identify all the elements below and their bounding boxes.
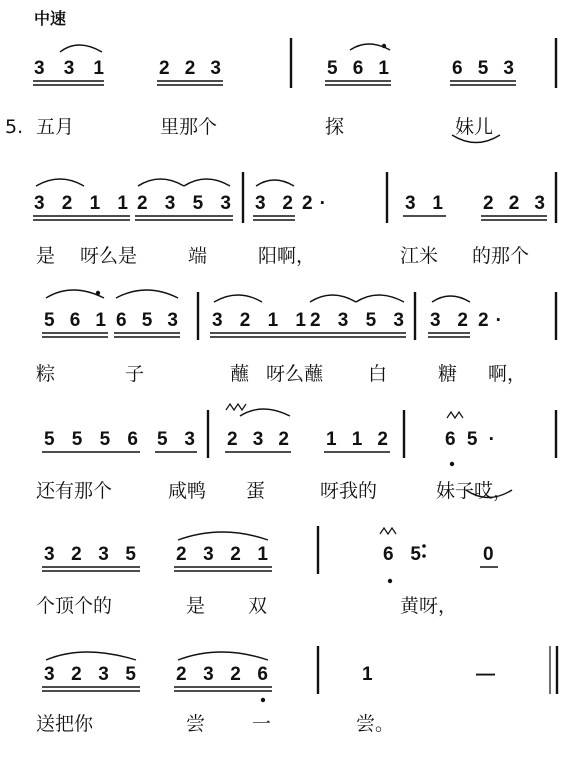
lyric-r4-1: 还有那个 <box>36 480 113 502</box>
notes-r2-m1-b: 2 3 5 3 <box>137 193 231 214</box>
lyric-r2-5: 江米 <box>400 245 439 267</box>
notes-r3-m1-b: 6 5 3 <box>116 310 178 331</box>
lyric-r2-4: 阳啊， <box>258 245 316 267</box>
lyric-r1-4: 妹儿 <box>455 116 494 138</box>
notes-r3-m2-b: 2 3 5 3 <box>310 310 404 331</box>
notes-r1-m1-b: 2 2 3 <box>159 58 221 79</box>
lyric-r3-2: 子 <box>125 363 145 385</box>
notes-r1-m2-a: 5 6 1 <box>327 58 389 79</box>
notes-r1-m1-a: 3 3 1 <box>34 58 104 79</box>
notes-r5-m1-b: 2 3 2 1 <box>176 544 268 565</box>
lyric-r3-5: 白 <box>368 363 388 385</box>
notes-r4-m1-a: 5 5 5 6 <box>44 429 138 450</box>
lyric-r4-3: 蛋 <box>246 480 266 502</box>
score-row-3 <box>36 290 556 385</box>
lyric-r4-4: 呀我的 <box>320 480 378 502</box>
lyric-r2-3: 端 <box>188 245 208 267</box>
lyric-r3-3: 蘸 <box>230 363 250 385</box>
lyric-r3-1: 粽 <box>36 363 56 385</box>
lyric-r3-7: 啊， <box>488 363 527 385</box>
lyric-r5-2: 是 <box>186 595 206 617</box>
lyric-r5-4: 黄呀， <box>400 595 458 617</box>
notes-r5-m2-b: 0 <box>483 544 494 565</box>
lyric-r1-3: 探 <box>325 116 345 138</box>
notes-r3-m2-a: 3 2 1 1 <box>212 310 306 331</box>
lyric-r1-2: 里那个 <box>160 116 218 138</box>
notes-r4-m3-a: 6 5 · <box>445 429 495 450</box>
lyric-r6-3: 一 <box>252 713 272 735</box>
lyric-r6-2: 尝 <box>186 713 206 735</box>
notes-r6-m1-b: 2 3 2 6 <box>176 664 268 685</box>
lyric-r5-3: 双 <box>248 595 268 617</box>
lyric-r6-1: 送把你 <box>36 713 94 735</box>
notes-r3-m3-a: 3 2 <box>430 310 468 331</box>
lyric-r4-5: 妹子哎， <box>436 480 513 502</box>
notes-r2-m1-a: 3 2 1 1 <box>34 193 128 214</box>
notes-r2-m2-b: 2 · <box>302 193 326 214</box>
notes-r6-m2-a: 1 <box>362 664 373 685</box>
lyric-r5-1: 个顶个的 <box>36 595 113 617</box>
score-row-1 <box>33 38 556 143</box>
lyric-r3-4: 呀么蘸 <box>266 363 324 385</box>
tempo-marking: 中速 <box>34 9 67 28</box>
score-row-5 <box>36 526 498 617</box>
notes-r6-m2-b: — <box>476 664 495 685</box>
score-row-4 <box>36 404 556 502</box>
notes-r5-m1-a: 3 2 3 5 <box>44 544 136 565</box>
lyric-r4-2: 咸鸭 <box>168 480 207 502</box>
lyric-r1-1: 五月 <box>36 116 75 138</box>
notes-r1-m2-b: 6 5 3 <box>452 58 514 79</box>
notes-r5-m2-a: 6 5 <box>383 544 421 565</box>
lyric-r2-6: 的那个 <box>472 245 530 267</box>
lyric-r6-4: 尝。 <box>356 713 395 735</box>
notes-r3-m3-b: 2 · <box>478 310 502 331</box>
notes-r6-m1-a: 3 2 3 5 <box>44 664 136 685</box>
lyric-r2-1: 是 <box>36 245 56 267</box>
score-row-6 <box>36 646 557 735</box>
notes-r4-m2-a: 2 3 2 <box>227 429 289 450</box>
notes-r2-m2-a: 3 2 <box>255 193 293 214</box>
lyric-r2-2: 呀么是 <box>80 245 138 267</box>
notes-r4-m1-b: 5 3 <box>157 429 195 450</box>
lyric-r3-6: 糖 <box>438 363 458 385</box>
verse-number: 5. <box>5 116 24 138</box>
score-row-2 <box>33 172 556 267</box>
notes-r2-m3-a: 3 1 <box>405 193 443 214</box>
notes-r2-m3-b: 2 2 3 <box>483 193 545 214</box>
notes-r3-m1-a: 5 6 1 <box>44 310 106 331</box>
notes-r4-m2-b: 1 1 2 <box>326 429 388 450</box>
